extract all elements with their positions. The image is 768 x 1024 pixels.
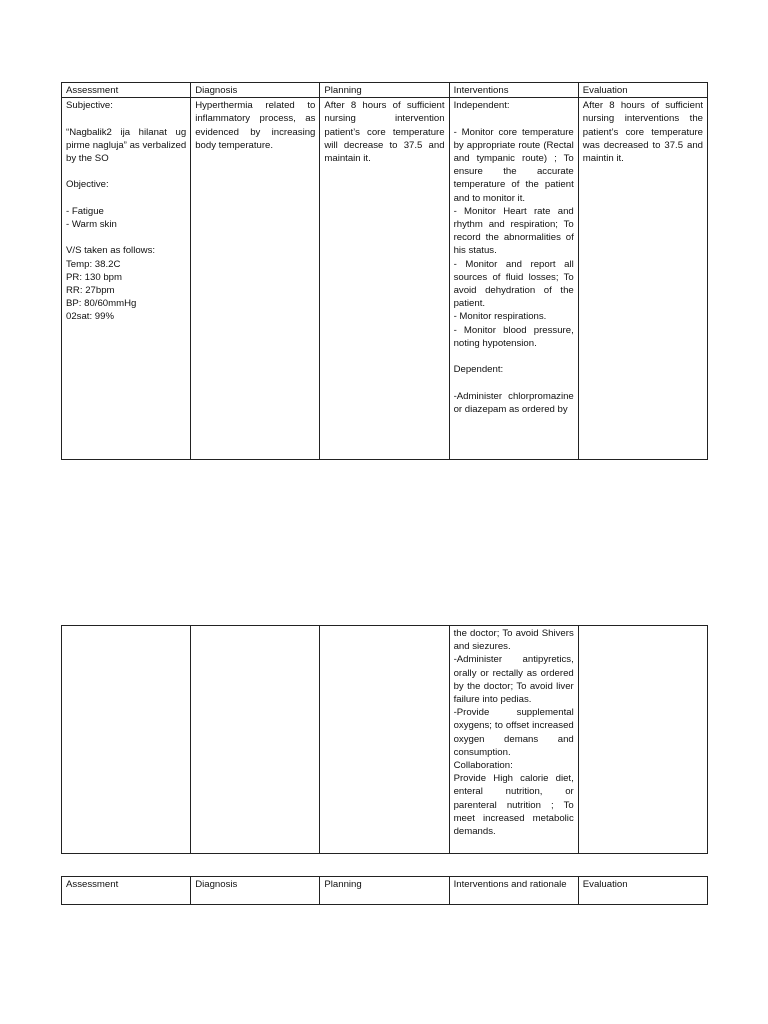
subjective-quote: “Nagbalik2 ija hilanat ug pirme nagluja” as verbalized by the SO — [66, 126, 187, 164]
vital-pr: PR: 130 bpm — [66, 271, 122, 283]
subjective-label: Subjective: — [66, 100, 113, 112]
dependent-label: Dependent: — [453, 364, 504, 376]
dependent-item: -Administer chlorpromazine or diazepam as ordered by — [453, 390, 574, 415]
header-interventions: Interventions and rationale — [449, 877, 578, 905]
objective-label: Objective: — [66, 179, 109, 191]
collaboration-label: Collaboration: — [453, 760, 513, 772]
vital-temp: Temp: 38.2C — [66, 258, 121, 270]
assessment-cell-empty — [62, 626, 191, 854]
evaluation-cell-empty — [578, 626, 707, 854]
header-interventions: Interventions — [449, 83, 578, 98]
objective-item: - Fatigue — [66, 205, 104, 217]
header-row — [62, 877, 708, 905]
diagnosis-text: Hyperthermia related to inflammatory process, as evidenced by increasing body temperature. — [195, 100, 316, 151]
intervention-item: - Monitor core temperature by appropriate route (Rectal and tympanic route) ; To ensure the accurate temperature of the patient and to monitor it. — [453, 126, 574, 204]
evaluation-cell — [578, 98, 707, 460]
independent-label: Independent: — [453, 100, 510, 112]
planning-text: After 8 hours of sufficient nursing intervention patient’s core temperature will decrease to 37.5 and maintain it. — [324, 100, 445, 165]
care-plan-table-2 — [61, 625, 708, 854]
header-evaluation: Evaluation — [578, 877, 707, 905]
interventions-cell — [449, 98, 578, 460]
vital-o2sat: 02sat: 99% — [66, 311, 115, 323]
intervention-item: - Monitor respirations. — [453, 311, 547, 323]
header-diagnosis: Diagnosis — [191, 877, 320, 905]
content-row — [62, 98, 708, 460]
intervention-item: the doctor; To avoid Shivers and siezures. — [453, 628, 574, 653]
care-plan-table-3 — [61, 876, 708, 905]
vital-bp: BP: 80/60mmHg — [66, 298, 137, 310]
continuation-row — [62, 626, 708, 854]
header-assessment: Assessment — [62, 83, 191, 98]
header-assessment: Assessment — [62, 877, 191, 905]
intervention-item: -Provide supplemental oxygens; to offset increased oxygen demans and consumption. — [453, 707, 574, 758]
header-planning: Planning — [320, 83, 449, 98]
interventions-continued-cell — [449, 626, 578, 854]
planning-cell-empty — [320, 626, 449, 854]
planning-cell — [320, 98, 449, 460]
assessment-cell — [62, 98, 191, 460]
evaluation-text: After 8 hours of sufficient nursing interventions the patient’s core temperature was decreased to 37.5 and maintin it. — [582, 100, 703, 165]
care-plan-table-1 — [61, 82, 708, 460]
header-planning: Planning — [320, 877, 449, 905]
objective-item: - Warm skin — [66, 218, 117, 230]
diagnosis-cell-empty — [191, 626, 320, 854]
vital-rr: RR: 27bpm — [66, 284, 115, 296]
intervention-item: -Administer antipyretics, orally or rectally as ordered by the doctor; To avoid liver failure into pedias. — [453, 654, 574, 706]
header-row — [62, 83, 708, 98]
intervention-item: - Monitor Heart rate and rhythm and respiration; To record the abnormalities of his status. — [453, 205, 574, 257]
header-evaluation: Evaluation — [578, 83, 707, 98]
intervention-item: Provide High calorie diet, enteral nutrition, or parenteral nutrition ; To meet increased metabolic demands. — [453, 773, 574, 838]
header-diagnosis: Diagnosis — [191, 83, 320, 98]
diagnosis-cell — [191, 98, 320, 460]
intervention-item: - Monitor and report all sources of fluid losses; To avoid dehydration of the patient. — [453, 258, 574, 310]
intervention-item: - Monitor blood pressure, noting hypotension. — [453, 324, 574, 349]
vital-signs-label: V/S taken as follows: — [66, 245, 156, 257]
